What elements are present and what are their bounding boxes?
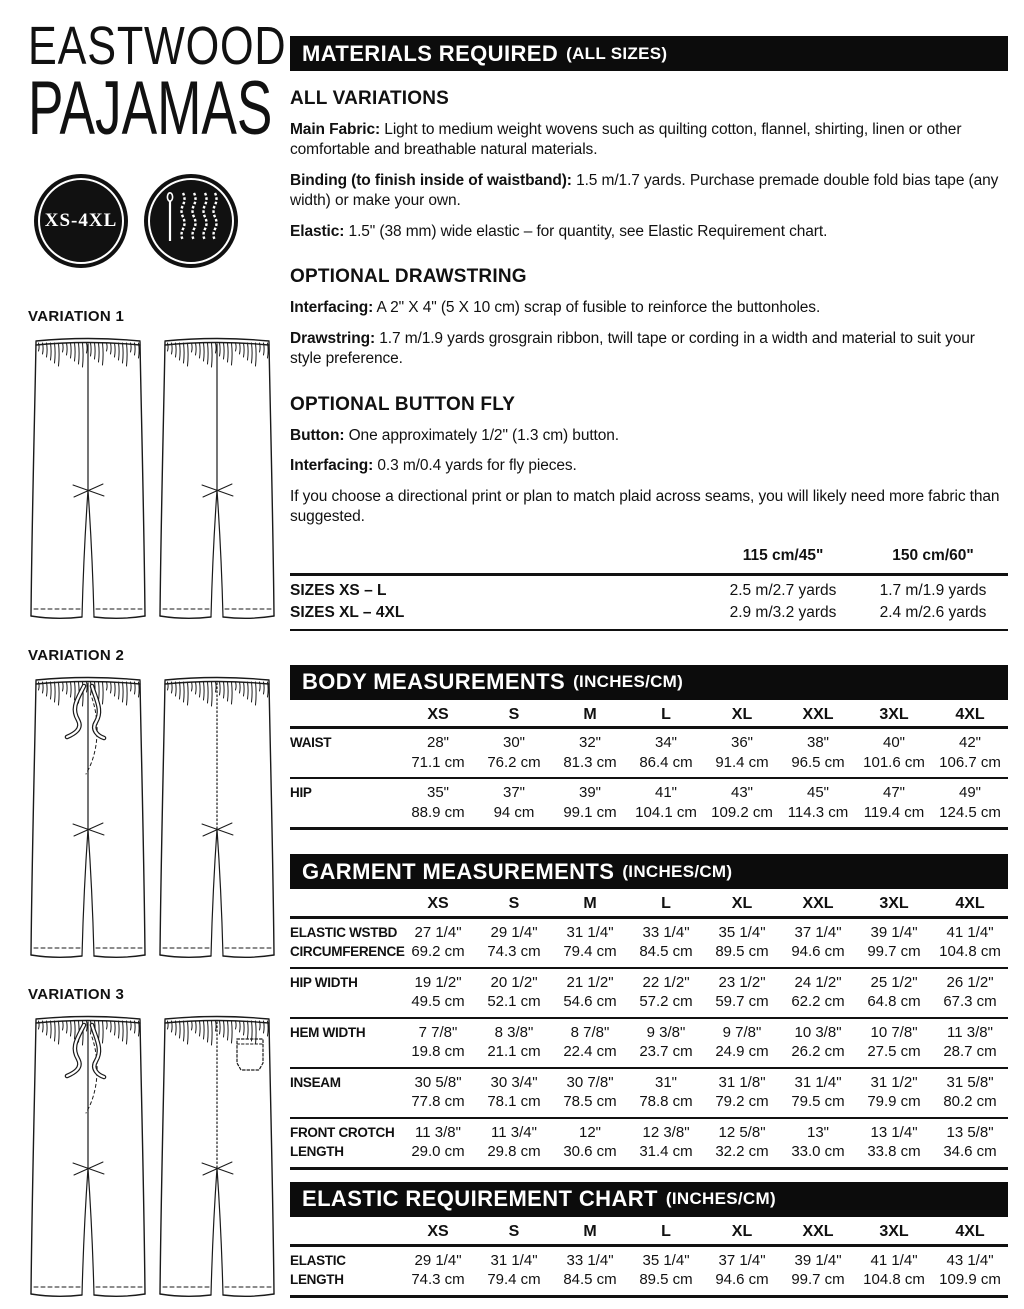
row-label: HIP bbox=[290, 785, 312, 801]
fabric-cell: 2.5 m/2.7 yards bbox=[729, 582, 837, 600]
size-header-spacer bbox=[290, 706, 400, 724]
main-fabric-label: Main Fabric: bbox=[290, 121, 381, 138]
pants-front-drawstring-drawing bbox=[28, 1011, 149, 1309]
size-col-header: XXL bbox=[802, 705, 834, 723]
table-cell: 12 3/8" 31.4 cm bbox=[639, 1123, 693, 1161]
table-cell: 30 5/8" 77.8 cm bbox=[411, 1073, 465, 1111]
size-col-header: M bbox=[583, 895, 597, 913]
table-cell: 49" 124.5 cm bbox=[939, 784, 1001, 821]
table-row bbox=[290, 919, 1008, 969]
size-header-row bbox=[290, 1217, 1008, 1247]
all-variations-heading: ALL VARIATIONS bbox=[290, 88, 450, 109]
table-cell: 11 3/8" 29.0 cm bbox=[411, 1123, 465, 1161]
table-cell: 13 1/4" 33.8 cm bbox=[867, 1123, 921, 1161]
table-cell: 31 1/8" 79.2 cm bbox=[715, 1073, 769, 1111]
size-col-header: S bbox=[508, 705, 520, 723]
table-cell: 47" 119.4 cm bbox=[863, 784, 925, 821]
size-col-header: XL bbox=[731, 705, 753, 723]
table-cell: 9 3/8" 23.7 cm bbox=[639, 1023, 693, 1061]
table-cell: 19 1/2" 49.5 cm bbox=[411, 973, 465, 1011]
table-cell: 39 1/4" 99.7 cm bbox=[867, 923, 921, 961]
pants-back-drawing bbox=[157, 672, 278, 970]
table-cell: 31 1/4" 79.5 cm bbox=[791, 1073, 845, 1111]
body-measurements-suffix: (INCHES/CM) bbox=[573, 672, 684, 691]
pants-front-drawstring-drawing bbox=[28, 672, 149, 970]
table-cell: 10 3/8" 26.2 cm bbox=[791, 1023, 845, 1061]
table-cell: 39" 99.1 cm bbox=[563, 784, 617, 821]
right-column bbox=[290, 36, 1008, 1298]
table-row bbox=[290, 729, 1008, 779]
table-cell: 21 1/2" 54.6 cm bbox=[563, 973, 617, 1011]
body-measurements-header-bar bbox=[290, 665, 1008, 700]
size-col-header: L bbox=[661, 895, 671, 913]
variation-1-illustration bbox=[28, 333, 282, 631]
table-cell: 30 7/8" 78.5 cm bbox=[563, 1073, 617, 1111]
size-col-header: S bbox=[508, 895, 520, 913]
fly-interfacing-label: Interfacing: bbox=[290, 457, 374, 475]
size-col-header: 3XL bbox=[879, 895, 909, 913]
elastic-chart-title: ELASTIC REQUIREMENT CHART bbox=[302, 1186, 658, 1212]
table-cell: 35 1/4" 89.5 cm bbox=[639, 1251, 693, 1289]
size-col-header: M bbox=[583, 705, 597, 723]
table-cell: 10 7/8" 27.5 cm bbox=[867, 1023, 921, 1061]
size-col-header: 4XL bbox=[955, 1222, 985, 1240]
fabric-cell: 1.7 m/1.9 yards bbox=[879, 582, 987, 600]
size-range-label: XS-4XL bbox=[44, 209, 118, 231]
size-header-spacer bbox=[290, 1223, 400, 1241]
size-col-header: XL bbox=[731, 1222, 753, 1240]
table-cell: 11 3/8" 28.7 cm bbox=[943, 1023, 997, 1061]
table-cell: 31 1/2" 79.9 cm bbox=[867, 1073, 921, 1111]
elastic-chart-header-bar bbox=[290, 1182, 1008, 1217]
table-cell: 31" 78.8 cm bbox=[639, 1073, 693, 1111]
variation-1-label: VARIATION 1 bbox=[28, 307, 125, 325]
size-col-header: S bbox=[508, 1222, 520, 1240]
table-cell: 41 1/4" 104.8 cm bbox=[863, 1251, 925, 1289]
row-label: INSEAM bbox=[290, 1074, 341, 1090]
binding-label: Binding (to finish inside of waistband): bbox=[290, 171, 572, 189]
size-col-header: XXL bbox=[802, 1222, 834, 1240]
row-label: WAIST bbox=[290, 735, 332, 751]
size-col-header: XS bbox=[427, 895, 449, 913]
table-row bbox=[290, 779, 1008, 830]
garment-measurements-suffix: (INCHES/CM) bbox=[622, 861, 733, 881]
row-label: ELASTIC WSTBD CIRCUMFERENCE bbox=[290, 924, 405, 960]
size-col-header: XS bbox=[427, 1222, 449, 1240]
pants-back-drawing bbox=[157, 333, 278, 631]
pants-back-pocket-drawing bbox=[157, 1011, 278, 1309]
table-cell: 33 1/4" 84.5 cm bbox=[563, 1251, 617, 1289]
table-cell: 7 7/8" 19.8 cm bbox=[411, 1023, 465, 1061]
fabric-table-header-row bbox=[290, 545, 1008, 573]
garment-measurements-table bbox=[290, 889, 1008, 1170]
garment-measurements-header-bar bbox=[290, 854, 1008, 889]
row-label: FRONT CROTCH LENGTH bbox=[290, 1124, 395, 1160]
elastic-chart-suffix: (INCHES/CM) bbox=[665, 1189, 776, 1209]
row-label: ELASTIC LENGTH bbox=[290, 1252, 346, 1288]
materials-header-suffix: (ALL SIZES) bbox=[566, 43, 668, 63]
needle-thread-icon bbox=[158, 185, 224, 256]
table-row bbox=[290, 1069, 1008, 1119]
table-cell: 30" 76.2 cm bbox=[487, 734, 541, 771]
table-row bbox=[290, 969, 1008, 1019]
table-cell: 45" 114.3 cm bbox=[787, 784, 849, 821]
table-cell: 43 1/4" 109.9 cm bbox=[939, 1251, 1001, 1289]
binding-text: 1.5 m/1.7 yards. Purchase premade double fold bias tape (any width) or make your own. bbox=[290, 171, 999, 210]
table-cell: 32" 81.3 cm bbox=[563, 734, 617, 771]
interfacing-label: Interfacing: bbox=[290, 299, 374, 317]
row-label: HIP WIDTH bbox=[290, 974, 358, 990]
fabric-requirements-table bbox=[290, 545, 1008, 630]
size-col-header: 3XL bbox=[879, 1222, 909, 1240]
table-cell: 35 1/4" 89.5 cm bbox=[715, 923, 769, 961]
variation-3-label: VARIATION 3 bbox=[28, 985, 125, 1003]
table-cell: 29 1/4" 74.3 cm bbox=[411, 1251, 465, 1289]
fabric-row-xl-4xl bbox=[290, 602, 1008, 624]
table-row bbox=[290, 1019, 1008, 1069]
fabric-width-col-2: 150 cm/60" bbox=[892, 547, 974, 565]
table-cell: 38" 96.5 cm bbox=[791, 734, 845, 771]
optional-button-fly-heading: OPTIONAL BUTTON FLY bbox=[290, 393, 516, 415]
table-cell: 37 1/4" 94.6 cm bbox=[791, 923, 845, 961]
table-cell: 20 1/2" 52.1 cm bbox=[487, 973, 541, 1011]
brand-title-line1: EASTWOOD bbox=[28, 16, 287, 76]
materials-header-bar bbox=[290, 36, 1008, 71]
table-cell: 8 3/8" 21.1 cm bbox=[487, 1023, 541, 1061]
size-col-header: L bbox=[661, 705, 671, 723]
button-text: One approximately 1/2" (1.3 cm) button. bbox=[344, 426, 619, 444]
fabric-cell: 2.4 m/2.6 yards bbox=[879, 603, 987, 621]
table-cell: 28" 71.1 cm bbox=[411, 734, 465, 771]
elastic-paragraph bbox=[290, 222, 1008, 242]
table-cell: 31 5/8" 80.2 cm bbox=[943, 1073, 997, 1111]
drawstring-label: Drawstring: bbox=[290, 329, 376, 347]
size-header-row bbox=[290, 700, 1008, 730]
table-row bbox=[290, 1247, 1008, 1298]
table-cell: 22 1/2" 57.2 cm bbox=[639, 973, 693, 1011]
size-col-header: XXL bbox=[802, 895, 834, 913]
table-cell: 35" 88.9 cm bbox=[411, 784, 465, 821]
main-fabric-paragraph bbox=[290, 120, 1008, 161]
elastic-label: Elastic: bbox=[290, 222, 345, 240]
variation-2-label: VARIATION 2 bbox=[28, 646, 125, 664]
badges-row bbox=[34, 174, 282, 268]
table-cell: 41" 104.1 cm bbox=[635, 784, 697, 821]
size-header-spacer bbox=[290, 895, 400, 913]
fly-interfacing-text: 0.3 m/0.4 yards for fly pieces. bbox=[373, 457, 577, 475]
table-cell: 12 5/8" 32.2 cm bbox=[715, 1123, 769, 1161]
drawstring-text: 1.7 m/1.9 yards grosgrain ribbon, twill tape or cording in a width and material to suit your style preference. bbox=[290, 329, 975, 368]
table-row bbox=[290, 1119, 1008, 1170]
size-col-header: XS bbox=[427, 705, 449, 723]
size-col-header: 4XL bbox=[955, 705, 985, 723]
table-cell: 41 1/4" 104.8 cm bbox=[939, 923, 1001, 961]
table-cell: 42" 106.7 cm bbox=[939, 734, 1001, 771]
table-cell: 43" 109.2 cm bbox=[711, 784, 773, 821]
brand-title-line2: PAJAMAS bbox=[28, 65, 273, 151]
binding-paragraph bbox=[290, 171, 1008, 212]
variation-2-illustration bbox=[28, 672, 282, 970]
interfacing-text: A 2" X 4" (5 X 10 cm) scrap of fusible to reinforce the buttonholes. bbox=[373, 299, 821, 317]
table-cell: 13" 33.0 cm bbox=[791, 1123, 845, 1161]
left-column bbox=[28, 16, 287, 1309]
size-col-header: 4XL bbox=[955, 895, 985, 913]
fabric-row-label: SIZES XS – L bbox=[290, 582, 387, 600]
garment-measurements-title: GARMENT MEASUREMENTS bbox=[302, 858, 615, 884]
table-cell: 34" 86.4 cm bbox=[639, 734, 693, 771]
size-col-header: XL bbox=[731, 895, 753, 913]
table-cell: 23 1/2" 59.7 cm bbox=[715, 973, 769, 1011]
size-col-header: L bbox=[661, 1222, 671, 1240]
table-cell: 8 7/8" 22.4 cm bbox=[563, 1023, 617, 1061]
materials-header-title: MATERIALS REQUIRED bbox=[302, 40, 559, 66]
fabric-note: If you choose a directional print or plan to match plaid across seams, you will likely need more fabric than suggested. bbox=[290, 487, 1000, 525]
table-cell: 11 3/4" 29.8 cm bbox=[487, 1123, 541, 1161]
size-header-row bbox=[290, 889, 1008, 919]
table-cell: 25 1/2" 64.8 cm bbox=[867, 973, 921, 1011]
row-label: HEM WIDTH bbox=[290, 1024, 366, 1040]
body-measurements-title: BODY MEASUREMENTS bbox=[302, 669, 566, 694]
table-cell: 13 5/8" 34.6 cm bbox=[943, 1123, 997, 1161]
table-cell: 33 1/4" 84.5 cm bbox=[639, 923, 693, 961]
table-cell: 37 1/4" 94.6 cm bbox=[715, 1251, 769, 1289]
optional-drawstring-heading: OPTIONAL DRAWSTRING bbox=[290, 266, 527, 288]
elastic-text: 1.5" (38 mm) wide elastic – for quantity, see Elastic Requirement chart. bbox=[344, 222, 828, 240]
table-cell: 27 1/4" 69.2 cm bbox=[411, 923, 465, 961]
fabric-width-col-1: 115 cm/45" bbox=[742, 547, 824, 565]
table-cell: 24 1/2" 62.2 cm bbox=[791, 973, 845, 1011]
button-paragraph bbox=[290, 426, 1008, 446]
table-cell: 31 1/4" 79.4 cm bbox=[487, 1251, 541, 1289]
table-cell: 12" 30.6 cm bbox=[563, 1123, 617, 1161]
table-cell: 36" 91.4 cm bbox=[715, 734, 769, 771]
fabric-row-xs-l bbox=[290, 580, 1008, 602]
button-label: Button: bbox=[290, 426, 345, 444]
needle-thread-badge bbox=[144, 174, 238, 268]
table-cell: 9 7/8" 24.9 cm bbox=[715, 1023, 769, 1061]
size-col-header: 3XL bbox=[879, 705, 909, 723]
drawstring-paragraph bbox=[290, 329, 1008, 370]
fly-interfacing-paragraph bbox=[290, 456, 1008, 476]
table-cell: 39 1/4" 99.7 cm bbox=[791, 1251, 845, 1289]
interfacing-paragraph bbox=[290, 298, 1008, 318]
table-cell: 29 1/4" 74.3 cm bbox=[487, 923, 541, 961]
table-cell: 26 1/2" 67.3 cm bbox=[943, 973, 997, 1011]
fabric-row-label: SIZES XL – 4XL bbox=[290, 603, 405, 621]
table-cell: 30 3/4" 78.1 cm bbox=[487, 1073, 541, 1111]
variation-3-illustration bbox=[28, 1011, 282, 1309]
table-cell: 40" 101.6 cm bbox=[863, 734, 925, 771]
size-col-header: M bbox=[583, 1222, 597, 1240]
size-range-badge bbox=[34, 174, 128, 268]
fabric-table-header-spacer bbox=[290, 545, 708, 567]
elastic-requirement-table bbox=[290, 1217, 1008, 1298]
pants-front-drawing bbox=[28, 333, 149, 631]
fabric-cell: 2.9 m/3.2 yards bbox=[729, 603, 837, 621]
body-measurements-table bbox=[290, 700, 1008, 831]
fabric-table-body bbox=[290, 573, 1008, 630]
main-fabric-text: Light to medium weight wovens such as quilting cotton, flannel, shirting, linen or other comfortable and breathable natural materials. bbox=[290, 121, 962, 159]
table-cell: 31 1/4" 79.4 cm bbox=[563, 923, 617, 961]
table-cell: 37" 94 cm bbox=[493, 784, 535, 821]
